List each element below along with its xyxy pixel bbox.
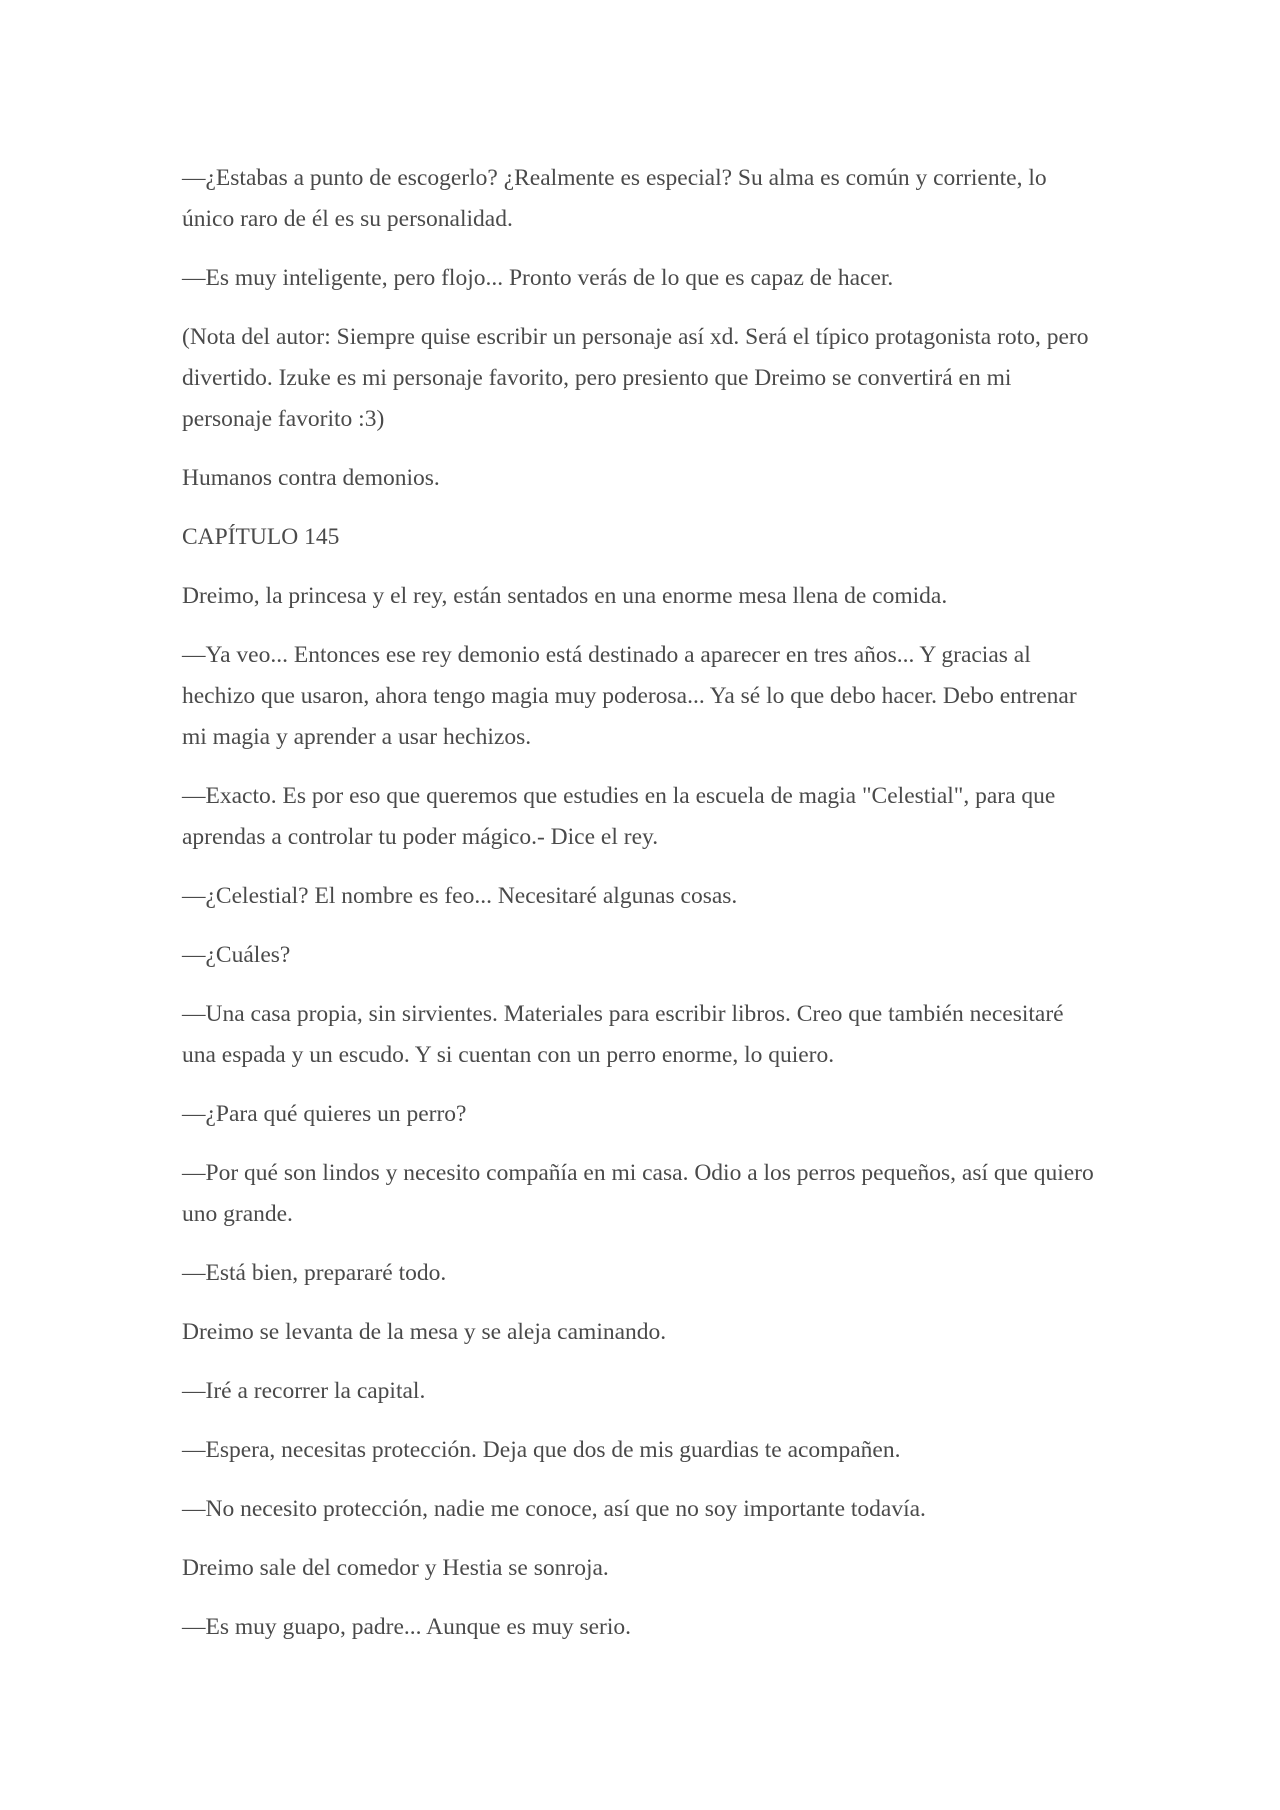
paragraph: —No necesito protección, nadie me conoce, así que no soy importante todavía. xyxy=(182,1496,926,1522)
paragraph: Dreimo, la princesa y el rey, están sentados en una enorme mesa llena de comida. xyxy=(182,583,948,609)
paragraph: —¿Estabas a punto de escogerlo? ¿Realmente es especial? Su alma es común y corriente, lo único raro de él es su personalidad. xyxy=(182,165,1047,232)
author-note: (Nota del autor: Siempre quise escribir un personaje así xd. Será el típico protagonista roto, pero divertido. Izuke es mi personaje favorito, pero presiento que Dreimo se convertirá en mi personaje favorito :3) xyxy=(182,324,1089,432)
paragraph: Dreimo se levanta de la mesa y se aleja caminando. xyxy=(182,1319,667,1345)
paragraph: Dreimo sale del comedor y Hestia se sonroja. xyxy=(182,1555,609,1581)
paragraph: —Está bien, prepararé todo. xyxy=(182,1260,447,1286)
document-page xyxy=(182,158,1102,1666)
paragraph: —Es muy guapo, padre... Aunque es muy serio. xyxy=(182,1614,632,1640)
paragraph: —Es muy inteligente, pero flojo... Pronto verás de lo que es capaz de hacer. xyxy=(182,265,894,291)
paragraph: —Iré a recorrer la capital. xyxy=(182,1378,426,1404)
chapter-heading: CAPÍTULO 145 xyxy=(182,524,340,550)
paragraph: —¿Celestial? El nombre es feo... Necesitaré algunas cosas. xyxy=(182,883,738,909)
paragraph: —Exacto. Es por eso que queremos que estudies en la escuela de magia "Celestial", para que aprendas a controlar tu poder mágico.- Dice el rey. xyxy=(182,783,1056,850)
paragraph: —¿Para qué quieres un perro? xyxy=(182,1101,467,1127)
paragraph: —Ya veo... Entonces ese rey demonio está destinado a aparecer en tres años... Y gracias al hechizo que usaron, ahora tengo magia muy poderosa... Ya sé lo que debo hacer. Debo entrenar mi magia y aprender a usar hechizos. xyxy=(182,642,1077,750)
paragraph: —Espera, necesitas protección. Deja que dos de mis guardias te acompañen. xyxy=(182,1437,901,1463)
paragraph: —¿Cuáles? xyxy=(182,942,291,968)
paragraph: Humanos contra demonios. xyxy=(182,465,440,491)
paragraph: —Una casa propia, sin sirvientes. Materiales para escribir libros. Creo que también necesitaré una espada y un escudo. Y si cuentan con un perro enorme, lo quiero. xyxy=(182,1001,1064,1068)
paragraph: —Por qué son lindos y necesito compañía en mi casa. Odio a los perros pequeños, así que quiero uno grande. xyxy=(182,1160,1094,1227)
